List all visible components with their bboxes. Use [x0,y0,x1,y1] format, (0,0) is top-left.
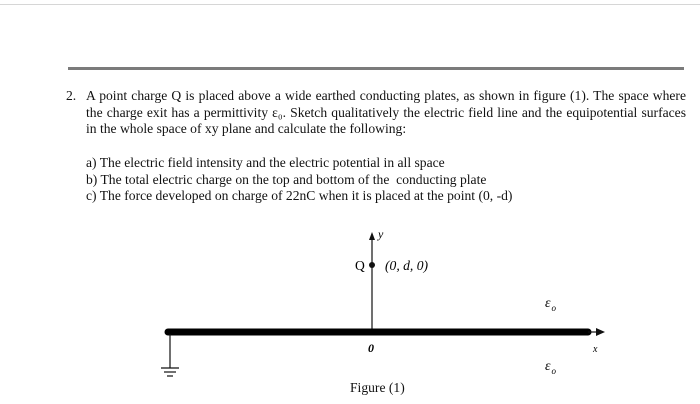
part-c: c) The force developed on charge of 22nC when it is placed at the point (0, -d) [86,188,513,204]
question-block [66,88,686,138]
origin-label: 0 [368,341,374,355]
ground-icon [161,368,179,376]
charge-label: Q [355,258,365,273]
figure-1-diagram [0,220,700,404]
question-parts [86,155,512,205]
y-axis-label: y [378,227,384,241]
figure-caption: Figure (1) [350,380,405,395]
y-axis-arrowhead [369,232,375,240]
question-number: 2. [66,88,77,103]
part-a: a) The electric field intensity and the electric potential in all space [86,155,445,170]
x-axis-arrowhead [596,328,605,336]
part-b: b) The total electric charge on the top and bottom of the conducting plate [86,171,487,187]
question-text: A point charge Q is placed above a wide earthed conducting plates, as shown in figure (1). The space where the charge exit has a permittivity ε₀. Sketch qualitatively the electric field line and the equipotential surfaces in the whole space of xy plane and calculate the following: [86,88,686,137]
point-charge [369,262,375,268]
permittivity-label-below: $\varepsilon_o$ [545,359,557,376]
charge-coordinates: (0, d, 0) [385,258,429,273]
x-axis-label: x [593,344,598,355]
section-divider [68,67,684,70]
page-top-border [0,4,700,5]
permittivity-label-above: $\varepsilon_o$ [545,296,557,313]
